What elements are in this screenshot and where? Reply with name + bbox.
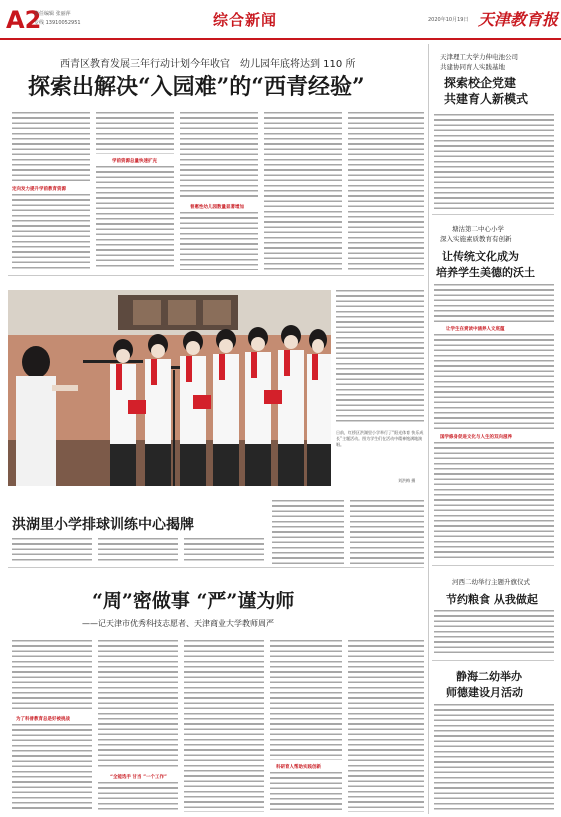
bottom-subtitle: ——记天津市优秀科技志愿者、天津商业大学教师周严 [82,619,274,628]
section-title: 综合新闻 [213,11,278,29]
section-rule [432,660,554,661]
body-text [180,212,258,270]
body-text [348,112,424,270]
bottom-subhead-2: “全能选手 甘当 ”一个工作” [110,775,168,780]
body-text [434,284,554,324]
photo-caption: 日前，红桥区洪湖里小学举行了“阳光体育 快乐成长”主题活动。图为学生们在活动中精神饱满地演唱。 [336,430,424,447]
body-text [348,640,424,812]
phone-line: 专线 13910052951 [34,20,81,26]
photo-credit: 刘洪梅 摄 [398,478,416,483]
section-rule [432,214,554,215]
bottom-subhead-3: 科研育人帮助实践创新 [276,765,321,770]
paper-logo: 天津教育报 [478,10,559,29]
right1-headline-2: 共建育人新模式 [444,92,529,106]
issue-date: 2020年10月19日 [428,17,469,23]
photo-story-headline: 洪湖里小学排球训练中心揭牌 [12,517,194,533]
body-text [272,500,344,564]
page-number: A2 [6,6,42,34]
body-text [434,704,554,812]
right3-kicker: 河西二幼举行主题升旗仪式 [452,578,530,586]
section-rule [432,565,554,566]
right2-subhead-1: 让学生在赏读中涵养人文底蕴 [446,327,505,332]
right2-headline-1: 让传统文化成为 [442,250,519,263]
right1-kicker: 天津理工大学力伸电池公司 [440,53,518,61]
right2-headline-2: 培养学生美德的沃土 [436,266,535,279]
body-text [350,500,424,564]
body-text [184,640,264,812]
editor-line: 责任编辑 张丽萍 [34,11,71,17]
body-text [270,640,342,760]
lead-headline: 探索出解决“入园难”的“西青经验” [28,74,365,100]
body-text [96,112,174,154]
lead-subhead-2: 学前资源总量快速扩充 [112,159,157,164]
body-text [98,538,178,564]
body-text [180,112,258,200]
body-text [336,290,424,422]
news-photo [8,290,331,486]
body-text [12,538,92,564]
lead-subhead-3: 普惠性幼儿园数量显著增加 [190,205,244,210]
body-text [12,112,90,182]
editor-meta [34,10,81,28]
body-text [98,640,178,770]
body-text [434,442,554,560]
bottom-headline: “周”密做事 “严”谨为师 [92,590,295,612]
lead-subhead-1: 定向发力提升学前教育资源 [12,187,66,192]
lead-kicker: 西青区教育发展三年行动计划今年收官 幼儿园年底将达到 110 所 [60,59,356,70]
masthead [0,0,561,40]
body-text [264,112,342,270]
body-text [12,194,90,270]
body-text [12,640,92,712]
body-text [184,538,264,564]
body-text [98,782,178,812]
right2-kicker: 塘沽第二中心小学 [452,225,504,233]
students-photo [8,290,331,486]
section-rule [8,275,424,276]
right3-headline: 节约粮食 从我做起 [446,593,538,606]
right2-kicker2: 深入实施素质教育有创新 [440,235,512,243]
right4-headline-2: 师德建设月活动 [446,686,523,699]
body-text [434,334,554,432]
body-text [12,724,92,812]
body-text [434,114,554,210]
body-text [96,166,174,270]
section-rule [8,567,424,568]
body-text [434,610,554,656]
body-text [270,772,342,812]
right1-kicker2: 共建协同育人实践基地 [440,63,505,71]
right2-subhead-2: 国学修身促进文化与人生的双向滋养 [440,435,512,440]
bottom-subhead-1: 为了科普教育总是好被挑战 [16,717,70,722]
column-rule [428,44,429,814]
right1-headline-1: 探索校企党建 [444,76,517,90]
right4-headline-1: 静海二幼举办 [456,670,522,683]
